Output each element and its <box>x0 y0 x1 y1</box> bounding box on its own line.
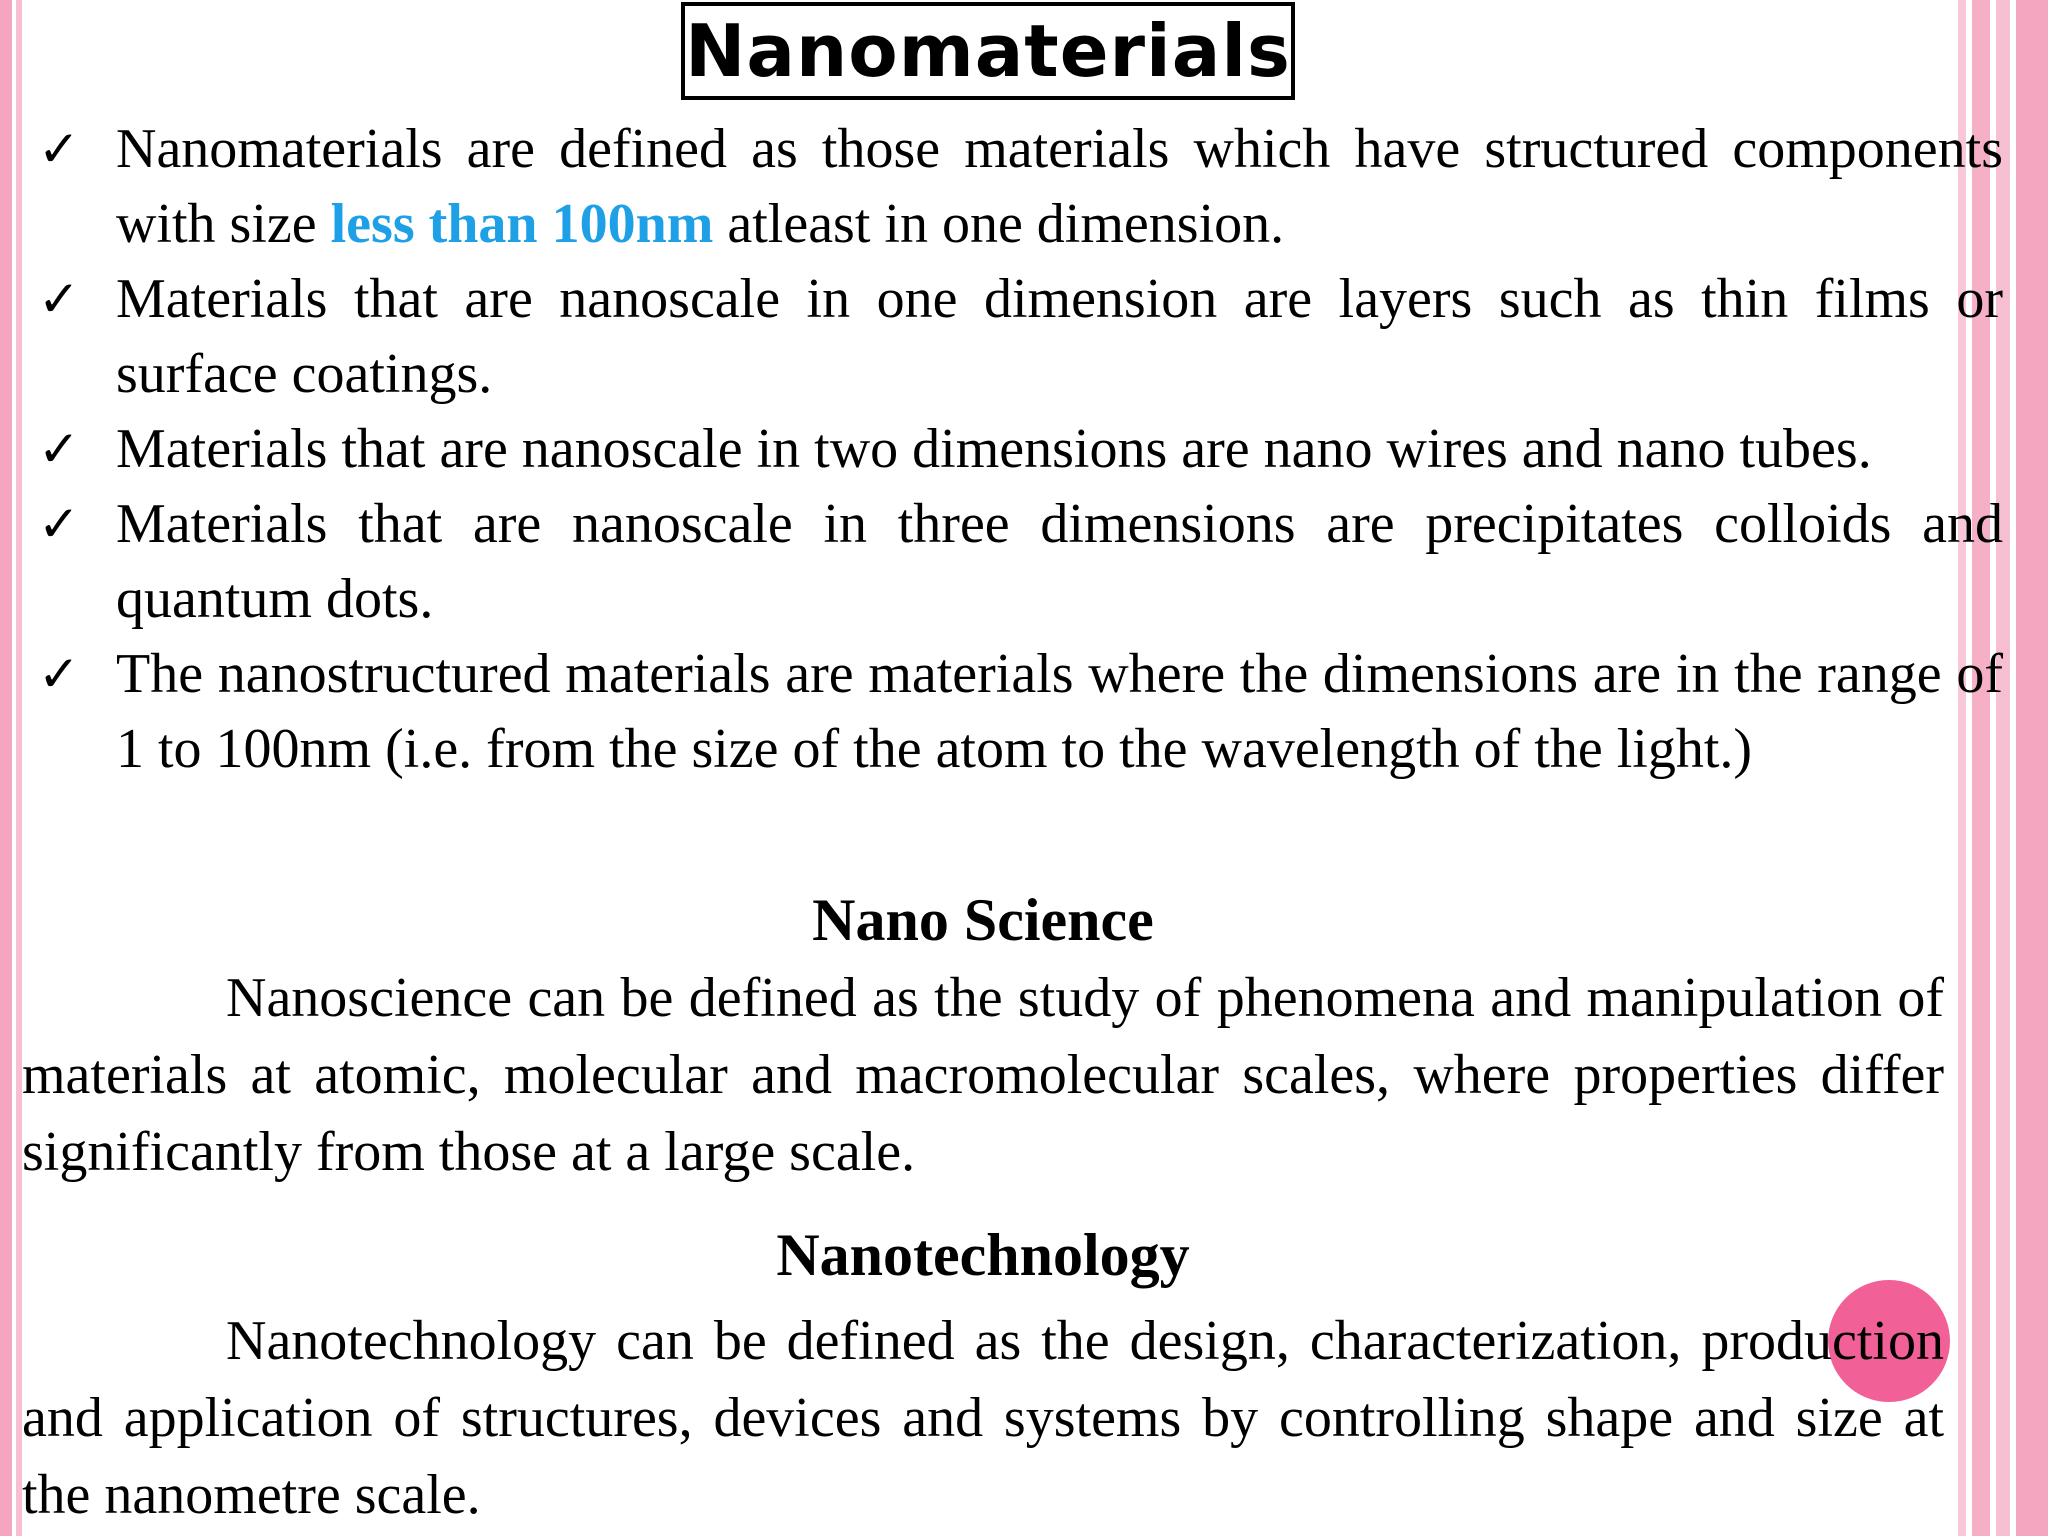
checkmark-icon: ✓ <box>38 270 80 328</box>
checkmark-icon: ✓ <box>38 495 80 553</box>
bullet-text: Nanomaterials are defined as those materials which have structured components with size <box>116 118 2003 255</box>
nanotechnology-paragraph: Nanotechnology can be defined as the design, characterization, production and application of structures, devices and systems by controlling shape and size at the nanometre scale. <box>22 1310 1944 1526</box>
nanotechnology-heading: Nanotechnology <box>776 1222 1190 1288</box>
nano-science-heading: Nano Science <box>812 887 1154 953</box>
bullet-list <box>38 112 2003 787</box>
nano-science-paragraph: Nanoscience can be defined as the study of phenomena and manipulation of materials at atomic, molecular and macromolecular scales, where properties differ significantly from those at a large scale. <box>22 967 1944 1183</box>
bullet-text: atleast in one dimension. <box>713 193 1285 255</box>
highlight-text: less than 100nm <box>330 193 714 255</box>
checkmark-icon: ✓ <box>38 645 80 703</box>
bullet-item <box>38 487 2003 637</box>
checkmark-icon: ✓ <box>38 120 80 178</box>
slide-title-box <box>681 2 1295 100</box>
bullet-text: Materials that are nanoscale in one dimension are layers such as thin films or surface coatings. <box>116 268 2003 405</box>
bullet-text: Materials that are nanoscale in three dimensions are precipitates colloids and quantum dots. <box>116 493 2003 630</box>
left-border-stripe <box>0 0 12 1536</box>
bullet-item <box>38 262 2003 412</box>
bullet-item <box>38 412 2003 487</box>
bullet-item <box>38 637 2003 787</box>
checkmark-icon: ✓ <box>38 420 80 478</box>
slide-title: Nanomaterials <box>685 9 1291 93</box>
bullet-item <box>38 112 2003 262</box>
bullet-text: Materials that are nanoscale in two dimensions are nano wires and nano tubes. <box>116 418 1872 480</box>
right-border-stripe <box>2016 0 2048 1536</box>
bullet-text: The nanostructured materials are materials where the dimensions are in the range of 1 to 100nm (i.e. from the size of the atom to the wavelength of the light.) <box>116 643 2003 780</box>
